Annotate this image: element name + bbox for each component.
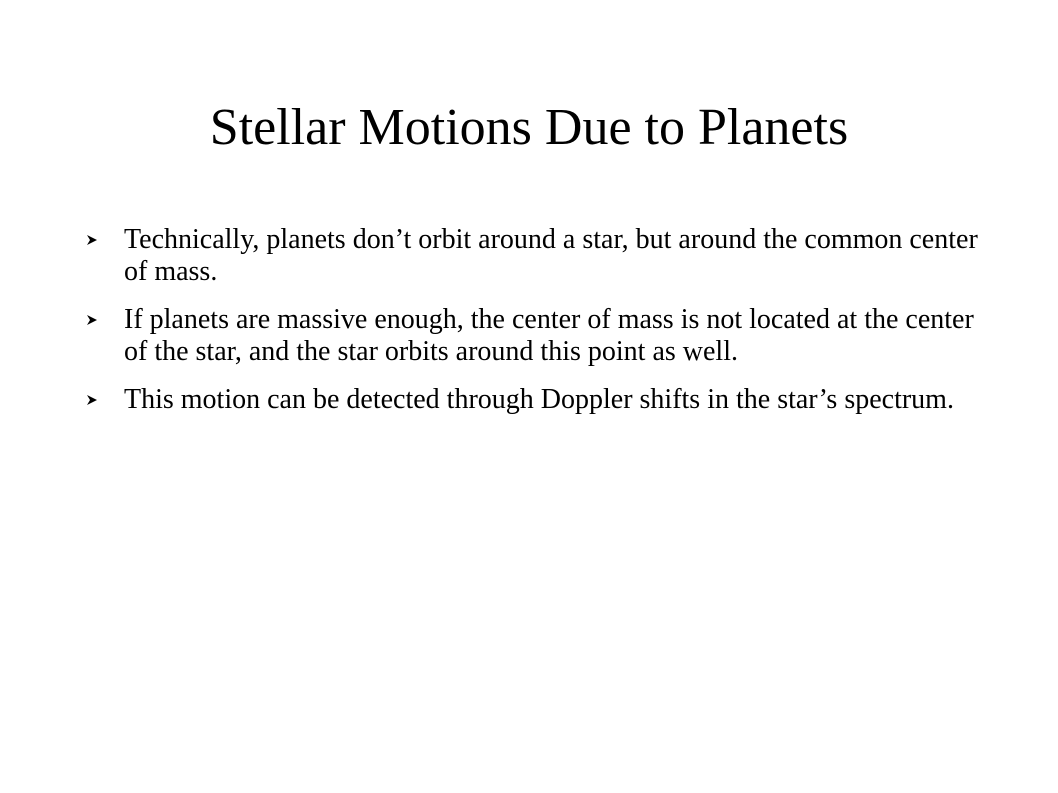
bullet-list [86,224,986,432]
bullet-item [86,304,986,368]
bullet-text: If planets are massive enough, the center of mass is not located at the center of the star, and the star orbits around this point as well. [124,304,974,367]
slide-title: Stellar Motions Due to Planets [209,99,849,156]
bullet-text: Technically, planets don’t orbit around a star, but around the common center of mass. [124,224,978,287]
arrowhead-bullet-icon [86,234,98,246]
bullet-item [86,384,986,416]
bullet-text: This motion can be detected through Doppler shifts in the star’s spectrum. [124,384,954,415]
arrowhead-bullet-icon [86,314,98,326]
arrowhead-bullet-icon [86,394,98,406]
bullet-item [86,224,986,288]
